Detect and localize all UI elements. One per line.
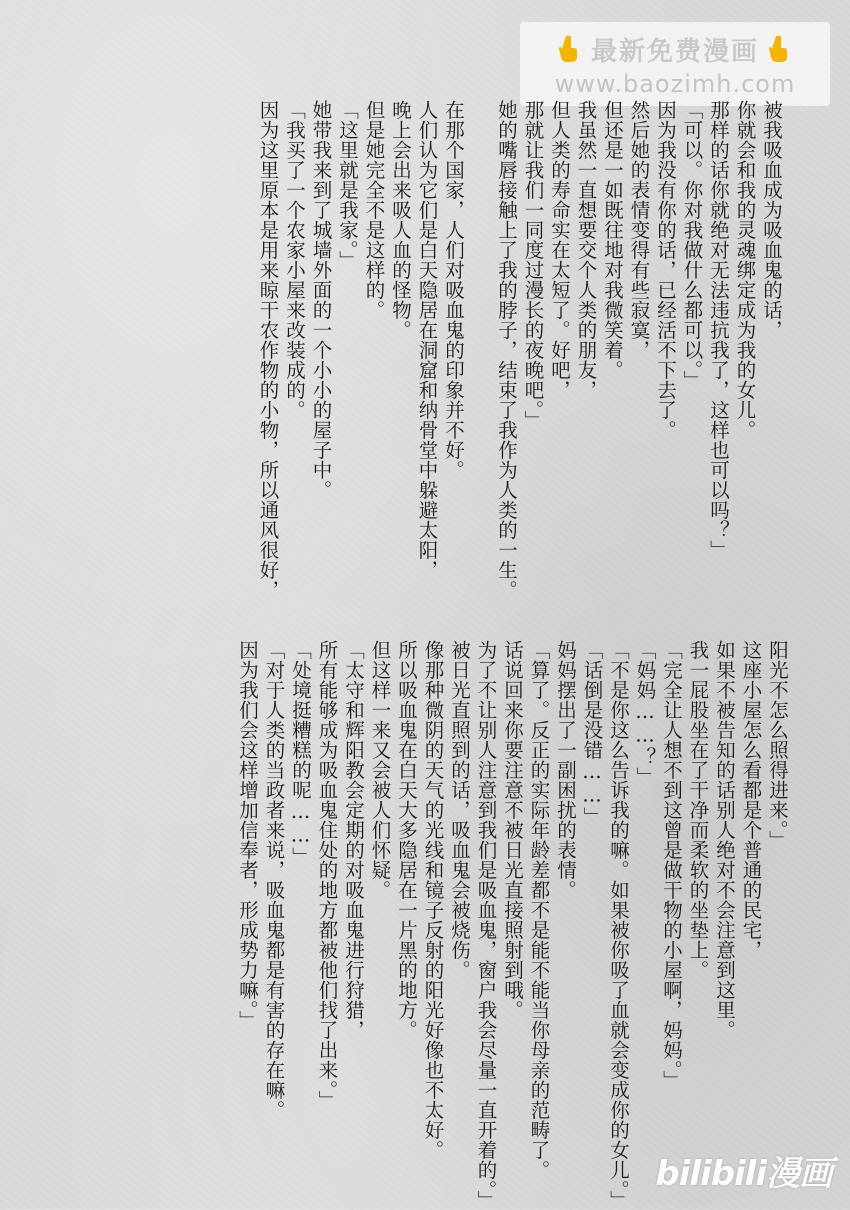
text-line: 话说回来你要注意不被日光直接照射到哦。: [501, 640, 524, 1020]
text-line: 为了不让别人注意到我们是吸血鬼，窗户我会尽量一直开着的。」: [474, 640, 498, 1210]
text-line: 「处境挺糟糕的呢……」: [289, 640, 312, 867]
text-line: 像那种微阴的天气的光线和镜子反射的阳光好像也不太好。: [421, 640, 445, 1160]
text-line: 这座小屋怎么看都是个普通的民宅，: [739, 640, 763, 960]
bilibili-manga-logo: bilibili漫画: [655, 1154, 832, 1194]
text-line: 被日光直照到的话，吸血鬼会被烧伤。: [448, 640, 471, 980]
text-line: 「这里就是我家。」: [336, 100, 359, 271]
text-line: 「可以。你对我做什么都可以。」: [680, 100, 704, 391]
text-line: 你就会和我的灵魂绑定成为我的女儿。: [733, 100, 757, 440]
text-line: 因为这里原本是用来晾干农作物的小物，所以通风很好，: [256, 100, 280, 600]
text-line: 我一屁股坐在了干净而柔软的坐垫上。: [686, 640, 710, 980]
text-line: 那就让我们一同度过漫长的夜晚吧。」: [521, 100, 545, 431]
text-line: 妈妈摆出了一副困扰的表情。: [554, 640, 577, 900]
watermark-url: www.baozimh.com: [554, 69, 796, 98]
text-line: 「我买了一个农家小屋来改装成的。: [283, 100, 306, 420]
text-line: 因为我们会这样增加信奉者，形成势力嘛。」: [236, 640, 259, 1031]
text-line: [466, 100, 493, 600]
text-line: 「不是你这么告诉我的嘛。如果被你吸了血就会变成你的女儿。」: [607, 640, 630, 1210]
text-line: 但这样一来又会被人们怀疑。: [368, 640, 392, 900]
text-line: 但是她完全不是这样的。: [362, 100, 386, 320]
text-line: 「对于人类的当政者来说，吸血鬼都是有害的存在嘛。: [262, 640, 286, 1120]
text-line: 人们认为它们是白天隐居在洞窟和纳骨堂中躲避太阳，: [415, 100, 439, 580]
text-line: 那样的话你就绝对无法违抗我了，这样也可以吗？」: [707, 100, 730, 560]
text-line: 但还是一如既往地对我微笑着。: [601, 100, 624, 380]
text-line: 所以吸血鬼在白天大多隐居在一片黑的地方。: [395, 640, 418, 1040]
text-line: 然后她的表情变得有些寂寞，: [627, 100, 651, 360]
text-line: 阳光不怎么照得进来。」: [766, 640, 789, 851]
text-line: 但人类的寿命实在太短了。好吧，: [548, 100, 571, 400]
text-line: 所有能够成为吸血鬼住处的地方都被他们找了出来。」: [315, 640, 339, 1111]
text-block-top: [254, 100, 784, 600]
watermark-title-row: [549, 31, 801, 68]
text-line: 「妈妈……？」: [633, 640, 657, 787]
text-line: 「太守和辉阳教会定期的对吸血鬼进行狩猎，: [342, 640, 365, 1040]
pointing-down-hand-icon: [557, 34, 583, 64]
watermark-title: 最新免费漫画: [590, 36, 759, 67]
text-line: 「算了。反正的实际年龄差都不是能不能当你母亲的范畴了。: [527, 640, 551, 1180]
text-line: 被我吸血成为吸血鬼的话，: [760, 100, 783, 340]
text-line: 如果不被告知的话别人绝对不会注意到这里。: [713, 640, 736, 1040]
text-line: 我虽然一直想要交个人类的朋友，: [574, 100, 598, 400]
text-line: 「话倒是没错……」: [580, 640, 604, 827]
text-line: 「完全让人想不到这曾是做干物的小屋啊，妈妈。」: [660, 640, 683, 1091]
text-line: 她带我来到了城墙外面的一个小小的屋子中。: [309, 100, 333, 500]
text-line: 在那个国家，人们对吸血鬼的印象并不好。: [442, 100, 465, 480]
text-line: 她的嘴唇接触上了我的脖子，结束了我作为人类的一生。: [495, 100, 518, 600]
text-line: 晚上会出来吸人血的怪物。: [389, 100, 412, 340]
watermark-banner: [520, 22, 830, 106]
text-line: 因为我没有你的话，已经活不下去了。: [654, 100, 677, 440]
pointing-down-hand-icon: [767, 34, 793, 64]
